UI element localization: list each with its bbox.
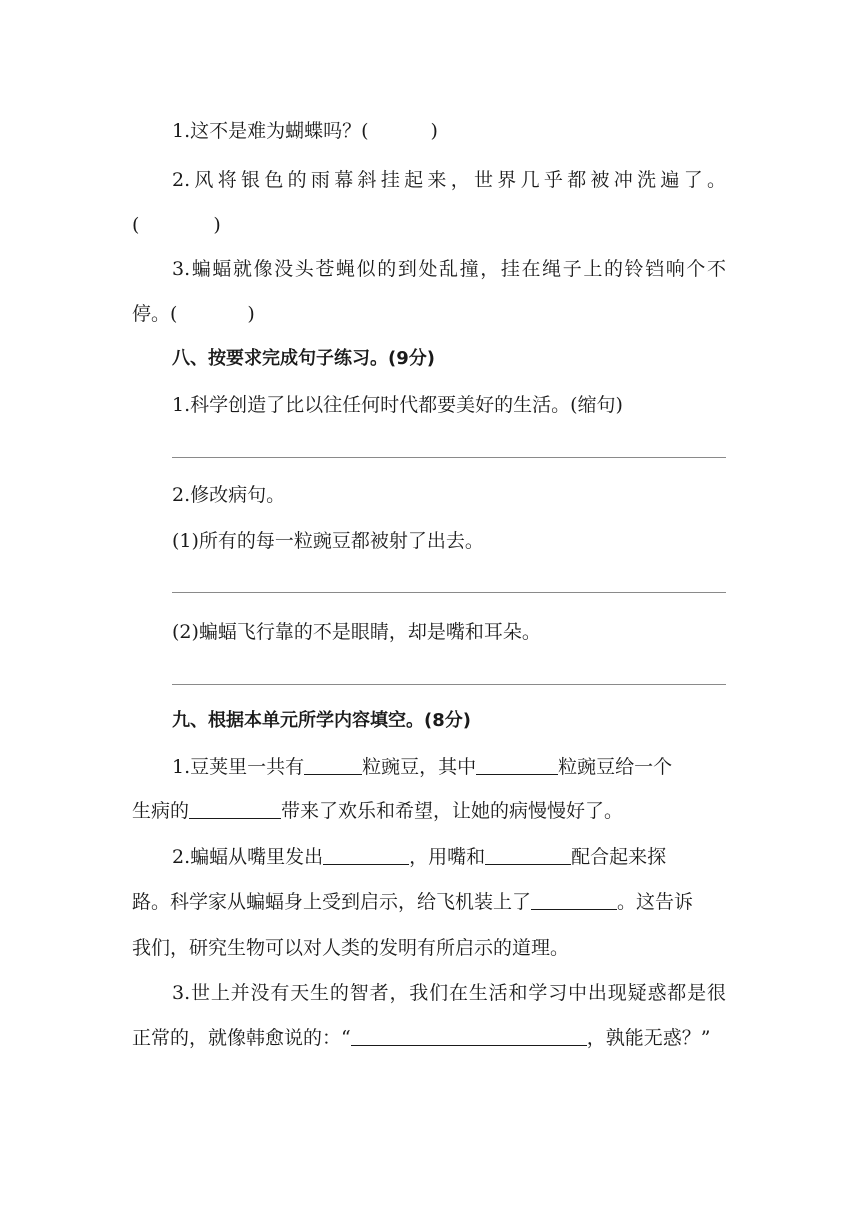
question-9-1-line2: 生病的 带来了欢乐和希望，让她的病慢慢好了。 [132,800,624,822]
fill-blank[interactable] [485,846,571,865]
section-9-heading: 九、根据本单元所学内容填空。(8分) [172,710,471,731]
fill-blank[interactable] [476,756,558,775]
fill-blank[interactable] [304,756,362,775]
question-9-2-line3: 我们，研究生物可以对人类的发明有所启示的道理。 [132,937,570,959]
fill-blank[interactable] [323,846,409,865]
fill-blank[interactable] [531,891,617,910]
answer-line-8-2-1[interactable] [172,592,726,593]
question-9-2-line1: 2.蝙蝠从嘴里发出 ，用嘴和 配合起来探 [172,846,667,868]
fill-blank[interactable] [189,800,281,819]
answer-line-8-2-2[interactable] [172,684,726,685]
question-8-2: 2.修改病句。 [172,484,286,506]
question-7-2-answer: ( ) [132,214,221,236]
fill-blank[interactable] [351,1027,587,1046]
section-8-heading: 八、按要求完成句子练习。(9分) [172,348,435,369]
question-9-3-line2: 正常的，就像韩愈说的：“ ，孰能无惑？” [132,1027,711,1049]
question-7-1: 1.这不是难为蝴蝶吗？( ) [172,120,438,142]
question-7-3-line2: 停。( ) [132,303,255,325]
question-7-3-line1: 3.蝙蝠就像没头苍蝇似的到处乱撞，挂在绳子上的铃铛响个不 [172,258,726,280]
question-9-1-line1: 1.豆荚里一共有 粒豌豆，其中 粒豌豆给一个 [172,756,673,778]
answer-line-8-1[interactable] [172,457,726,458]
question-9-2-line2: 路。科学家从蝙蝠身上受到启示，给飞机装上了 。这告诉 [132,891,694,913]
question-9-3-line1: 3.世上并没有天生的智者，我们在生活和学习中出现疑惑都是很 [172,982,726,1004]
question-7-2: 2.风将银色的雨幕斜挂起来，世界几乎都被冲洗遍了。 [172,169,726,191]
question-8-1: 1.科学创造了比以往任何时代都要美好的生活。(缩句) [172,394,623,416]
question-8-2-2: (2)蝙蝠飞行靠的不是眼睛，却是嘴和耳朵。 [172,621,541,643]
question-8-2-1: (1)所有的每一粒豌豆都被射了出去。 [172,530,484,552]
